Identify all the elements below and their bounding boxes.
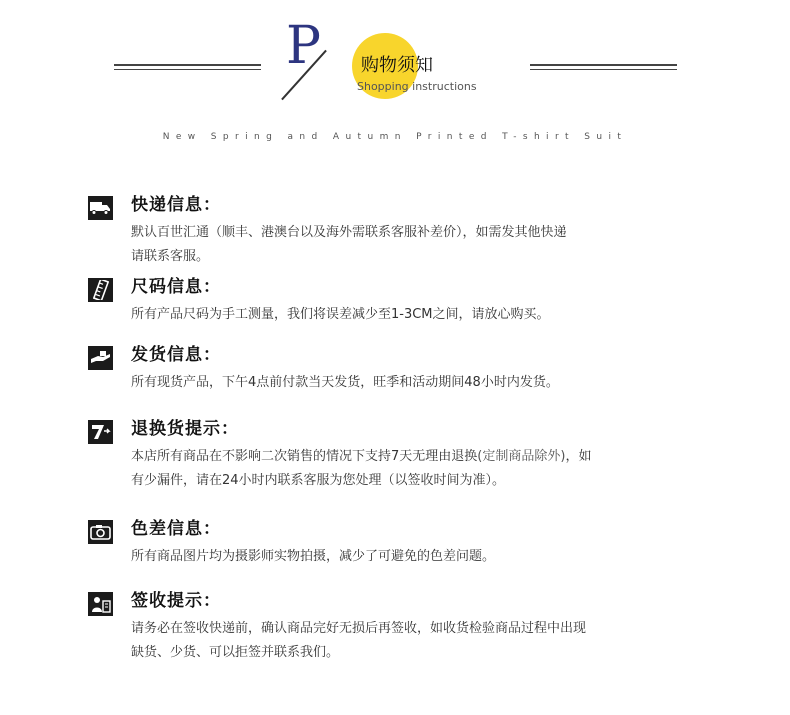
section-body <box>131 445 706 493</box>
section-heading: 快递信息： <box>131 195 221 215</box>
body-line: 有少漏件，请在24小时内联系客服为您处理（以签收时间为准）。 <box>131 473 506 488</box>
body-text: ，如 <box>565 449 592 464</box>
section-body <box>131 617 706 665</box>
section-body <box>131 303 706 327</box>
delivery-truck-icon <box>88 196 113 220</box>
section-heading: 签收提示： <box>131 591 221 611</box>
body-line: 请联系客服。 <box>131 249 210 264</box>
body-line: 所有现货产品，下午4点前付款当天发货，旺季和活动期间48小时内发货。 <box>131 375 559 390</box>
section-body <box>131 371 706 395</box>
header-logo-letter: P <box>286 16 321 76</box>
header-line-right <box>530 64 677 70</box>
body-line: 所有商品图片均为摄影师实物拍摄，减少了可避免的色差问题。 <box>131 549 496 564</box>
body-line: 缺货、少货、可以拒签并联系我们。 <box>131 645 340 660</box>
body-line: 所有产品尺码为手工测量，我们将误差减少至1-3CM之间，请放心购买。 <box>131 307 550 322</box>
body-note: (定制商品除外) <box>477 449 566 464</box>
body-line: 默认百世汇通（顺丰、港澳台以及海外需联系客服补差价），如需发其他快递 <box>131 225 567 240</box>
section-heading: 发货信息： <box>131 345 221 365</box>
section-body <box>131 545 706 569</box>
header-line-left <box>114 64 261 70</box>
section-heading: 退换货提示： <box>131 419 239 439</box>
header-title-cn: 购物须知 <box>361 55 433 76</box>
seven-days-icon <box>88 420 113 444</box>
hand-package-icon <box>88 346 113 370</box>
signature-icon <box>88 592 113 616</box>
section-body <box>131 221 706 269</box>
section-heading: 色差信息： <box>131 519 221 539</box>
ruler-icon <box>88 278 113 302</box>
body-line: 请务必在签收快递前，确认商品完好无损后再签收，如收货检验商品过程中出现 <box>131 621 587 636</box>
body-line <box>131 445 706 469</box>
body-text: 本店所有商品在不影响二次销售的情况下支持7天无理由退换 <box>131 449 478 464</box>
header-subtitle: New Spring and Autumn Printed T-shirt Suit <box>162 132 628 142</box>
header-title-en: Shopping instructions <box>357 80 477 93</box>
section-heading: 尺码信息： <box>131 277 221 297</box>
camera-icon <box>88 520 113 544</box>
